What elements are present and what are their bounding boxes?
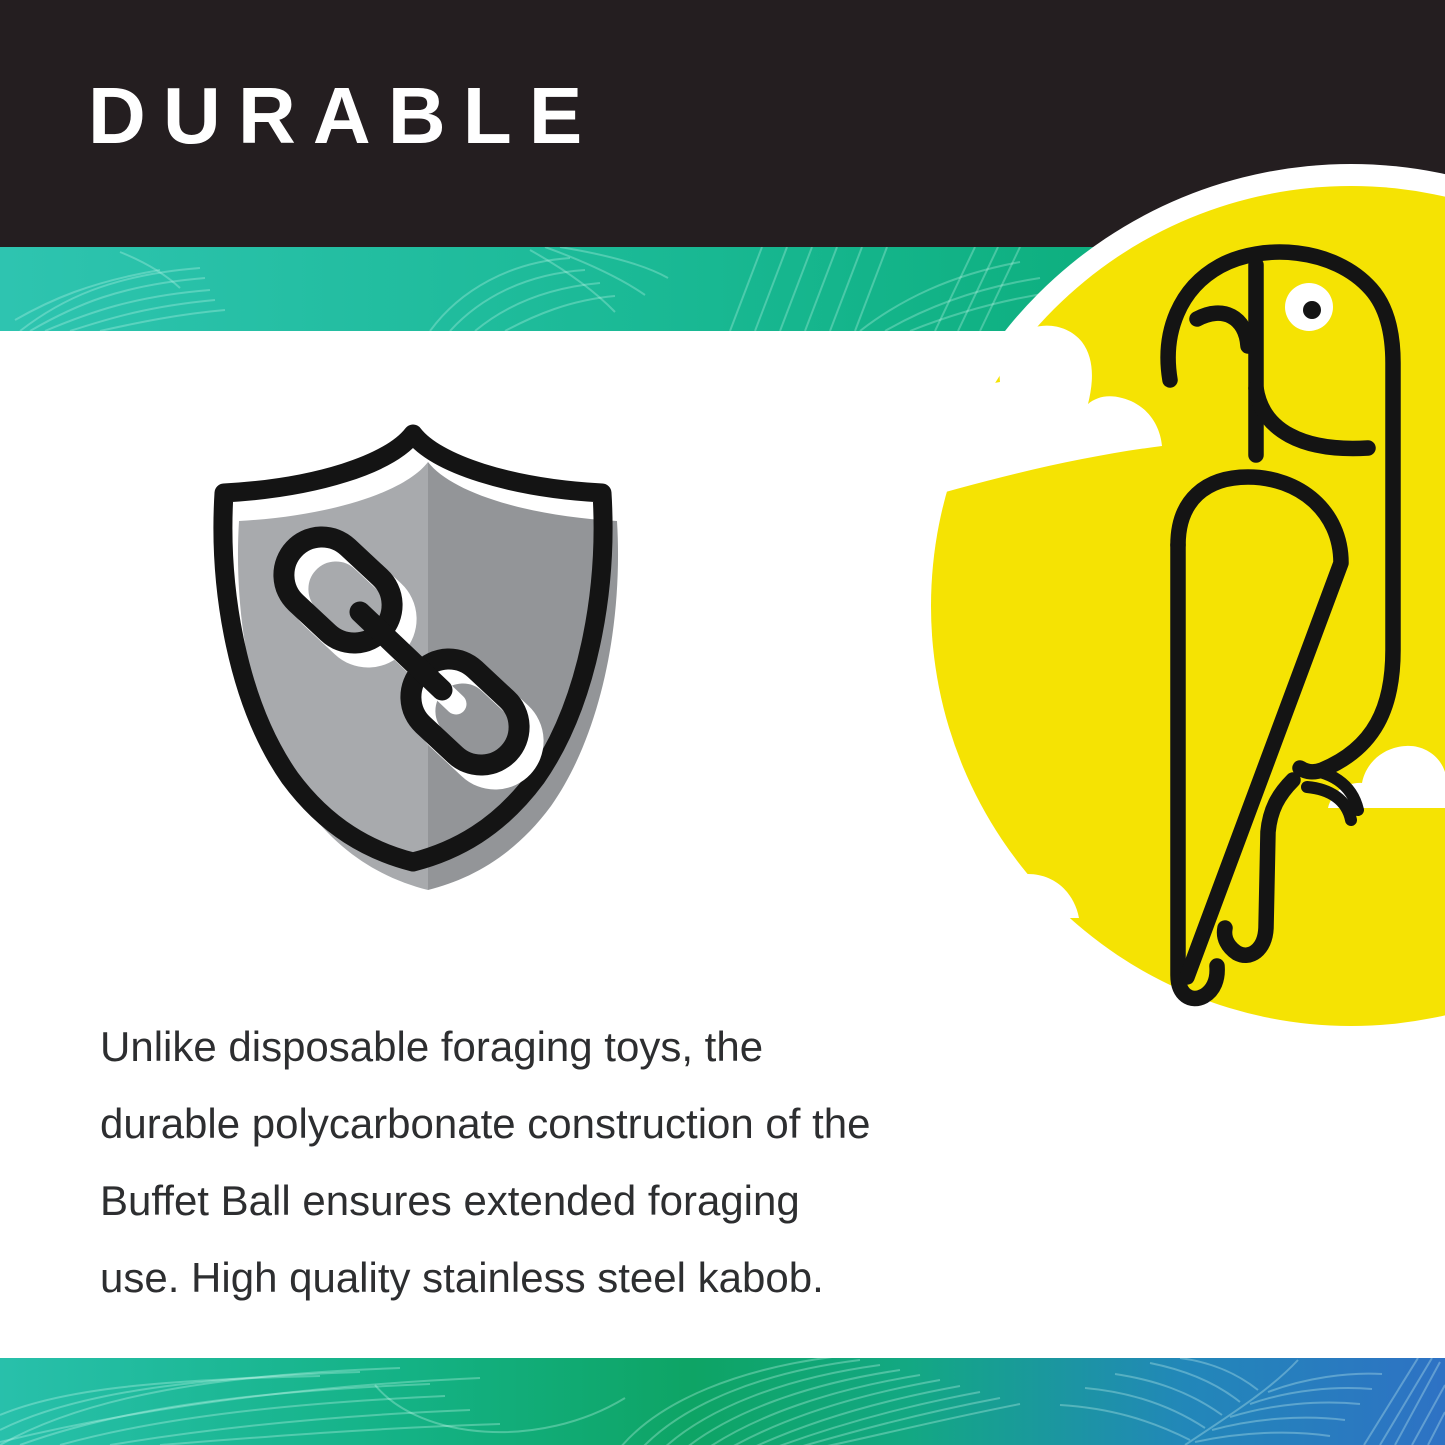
- cloud-upper-left: [898, 326, 1162, 506]
- parrot-claw-outer: [1302, 770, 1358, 810]
- header-band: [0, 0, 1445, 247]
- chain-link-highlight: [282, 535, 549, 794]
- body-line: Buffet Ball ensures extended foraging: [100, 1177, 800, 1224]
- shield-outline: [223, 434, 603, 862]
- shield-gray-fill: [238, 462, 618, 890]
- shield-chain-icon: [223, 434, 618, 890]
- body-line: Unlike disposable foraging toys, the: [100, 1023, 764, 1070]
- parrot-wing-left: [1178, 545, 1217, 998]
- body-text-block: [100, 1008, 1000, 1316]
- bottom-accent-stripe: [0, 1358, 1445, 1445]
- parrot-icon: [1168, 252, 1393, 998]
- top-accent-stripe: [0, 247, 1445, 331]
- parrot-claw-inner: [1307, 787, 1351, 820]
- parrot-cheek-line: [1256, 388, 1368, 448]
- page-title: DURABLE: [88, 71, 600, 160]
- chain-link-icon: [268, 521, 535, 780]
- cloud-shapes: [898, 326, 1445, 918]
- body-line: use. High quality stainless steel kabob.: [100, 1254, 824, 1301]
- parrot-tail-line: [1225, 780, 1293, 955]
- cloud-lower-left: [978, 874, 1079, 918]
- parrot-wing-diagonal: [1178, 477, 1341, 977]
- body-line: durable polycarbonate construction of the: [100, 1100, 871, 1147]
- cloud-right: [1328, 746, 1445, 808]
